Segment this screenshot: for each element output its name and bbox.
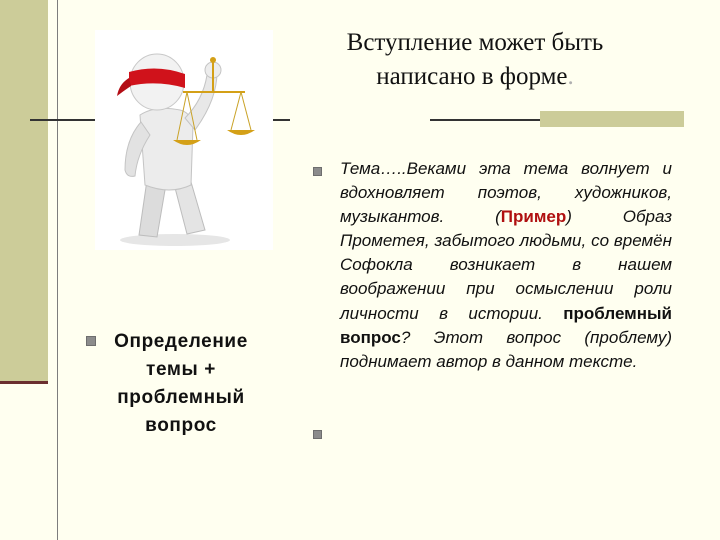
problem-question-label: проблемный вопрос	[340, 303, 672, 347]
title-line-2-text: написано в форме	[376, 63, 568, 90]
title-line-2	[300, 60, 650, 94]
main-text-part-5: ? Этот вопрос (проблему) поднимает автор в данном тексте.	[340, 327, 672, 371]
bullet-square-icon	[313, 167, 322, 176]
side-accent-bar	[0, 0, 48, 383]
vertical-divider	[57, 0, 58, 540]
left-bullet-text	[86, 328, 276, 440]
horizontal-accent-block	[540, 111, 684, 127]
slide-title	[300, 26, 650, 94]
justice-figure-image	[95, 30, 273, 250]
main-bullet-text	[340, 157, 672, 374]
title-dot: .	[567, 63, 574, 90]
horizontal-rule-right	[430, 119, 540, 121]
side-accent-line	[0, 381, 48, 384]
example-label: Пример	[500, 207, 567, 227]
left-bullet-line-4: вопрос	[145, 415, 217, 436]
left-bullet-line-2: темы +	[146, 359, 216, 380]
main-text-part-1: Тема…..Веками эта тема волнует и вдохновляет поэтов, художников, музыкантов. (	[340, 159, 672, 227]
left-bullet-line-3: проблемный	[117, 387, 245, 408]
empty-bullet-square-icon	[313, 430, 322, 439]
blindfolded-justice-figure-icon	[95, 30, 273, 250]
main-text-part-3: ) Образ Прометея, забытого людьми, со времён Софокла возникает в нашем воображении при осмыслении роли личности в истории.	[340, 207, 672, 323]
left-bullet-line-1: Определение	[114, 331, 248, 352]
title-line-1: Вступление может быть	[346, 29, 604, 56]
